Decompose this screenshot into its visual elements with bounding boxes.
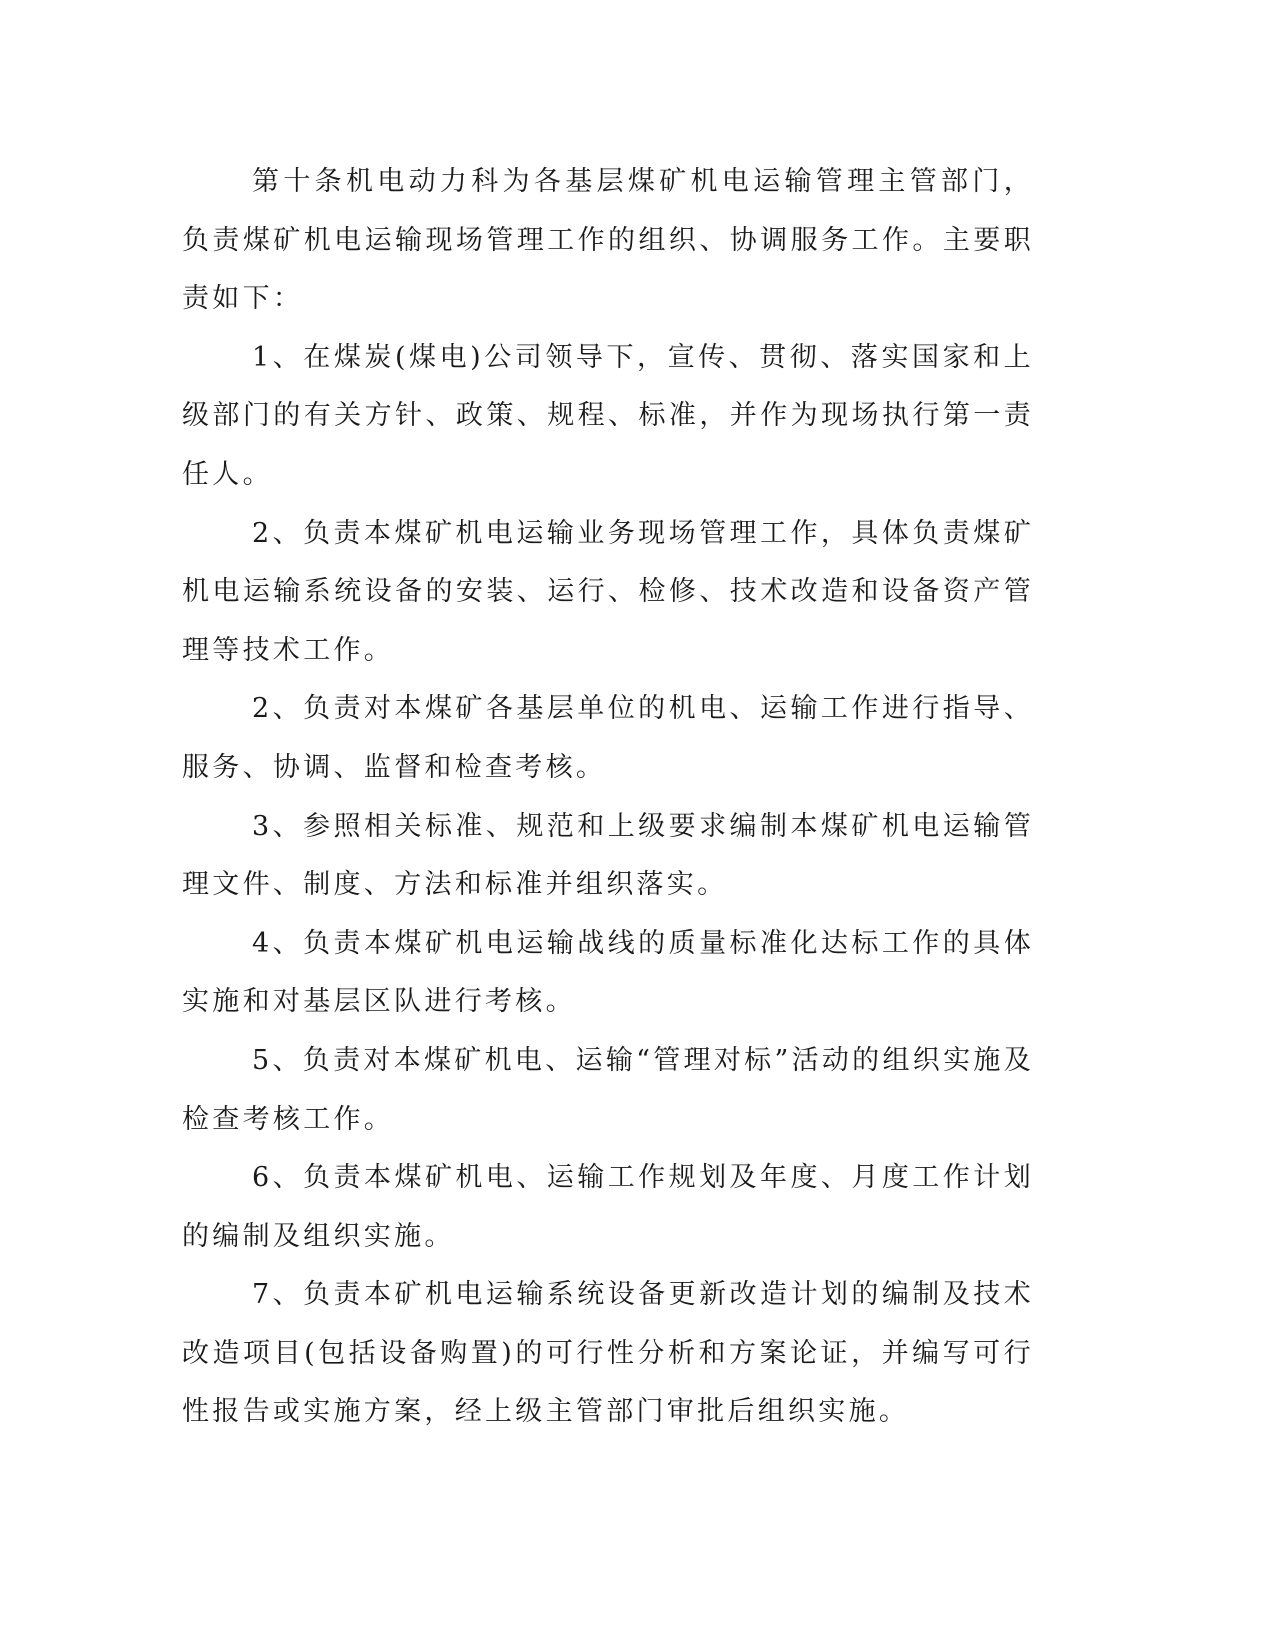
- duty-item-4: 4、负责本煤矿机电运输战线的质量标准化达标工作的具体实施和对基层区队进行考核。: [182, 927, 1034, 1018]
- duty-item-3: 3、参照相关标准、规范和上级要求编制本煤矿机电运输管理文件、制度、方法和标准并组织落实。: [182, 810, 1034, 901]
- duty-item-1: 1、在煤炭(煤电)公司领导下，宣传、贯彻、落实国家和上级部门的有关方针、政策、规程、标准，并作为现场执行第一责任人。: [182, 341, 1034, 490]
- duty-item-5: 5、负责对本煤矿机电、运输“管理对标”活动的组织实施及检查考核工作。: [182, 1044, 1034, 1135]
- article-10-intro-paragraph: 第十条机电动力科为各基层煤矿机电运输管理主管部门，负责煤矿机电运输现场管理工作的组织、协调服务工作。主要职责如下：: [182, 166, 1034, 315]
- duty-item-2b: 2、负责对本煤矿各基层单位的机电、运输工作进行指导、服务、协调、监督和检查考核。: [182, 693, 1034, 783]
- duty-item-2a: 2、负责本煤矿机电运输业务现场管理工作，具体负责煤矿机电运输系统设备的安装、运行、检修、技术改造和设备资产管理等技术工作。: [182, 517, 1034, 666]
- document-body: [182, 153, 1034, 1442]
- duty-item-6: 6、负责本煤矿机电、运输工作规划及年度、月度工作计划的编制及组织实施。: [182, 1162, 1034, 1252]
- duty-item-7: 7、负责本矿机电运输系统设备更新改造计划的编制及技术改造项目(包括设备购置)的可行性分析和方案论证，并编写可行性报告或实施方案，经上级主管部门审批后组织实施。: [182, 1279, 1034, 1428]
